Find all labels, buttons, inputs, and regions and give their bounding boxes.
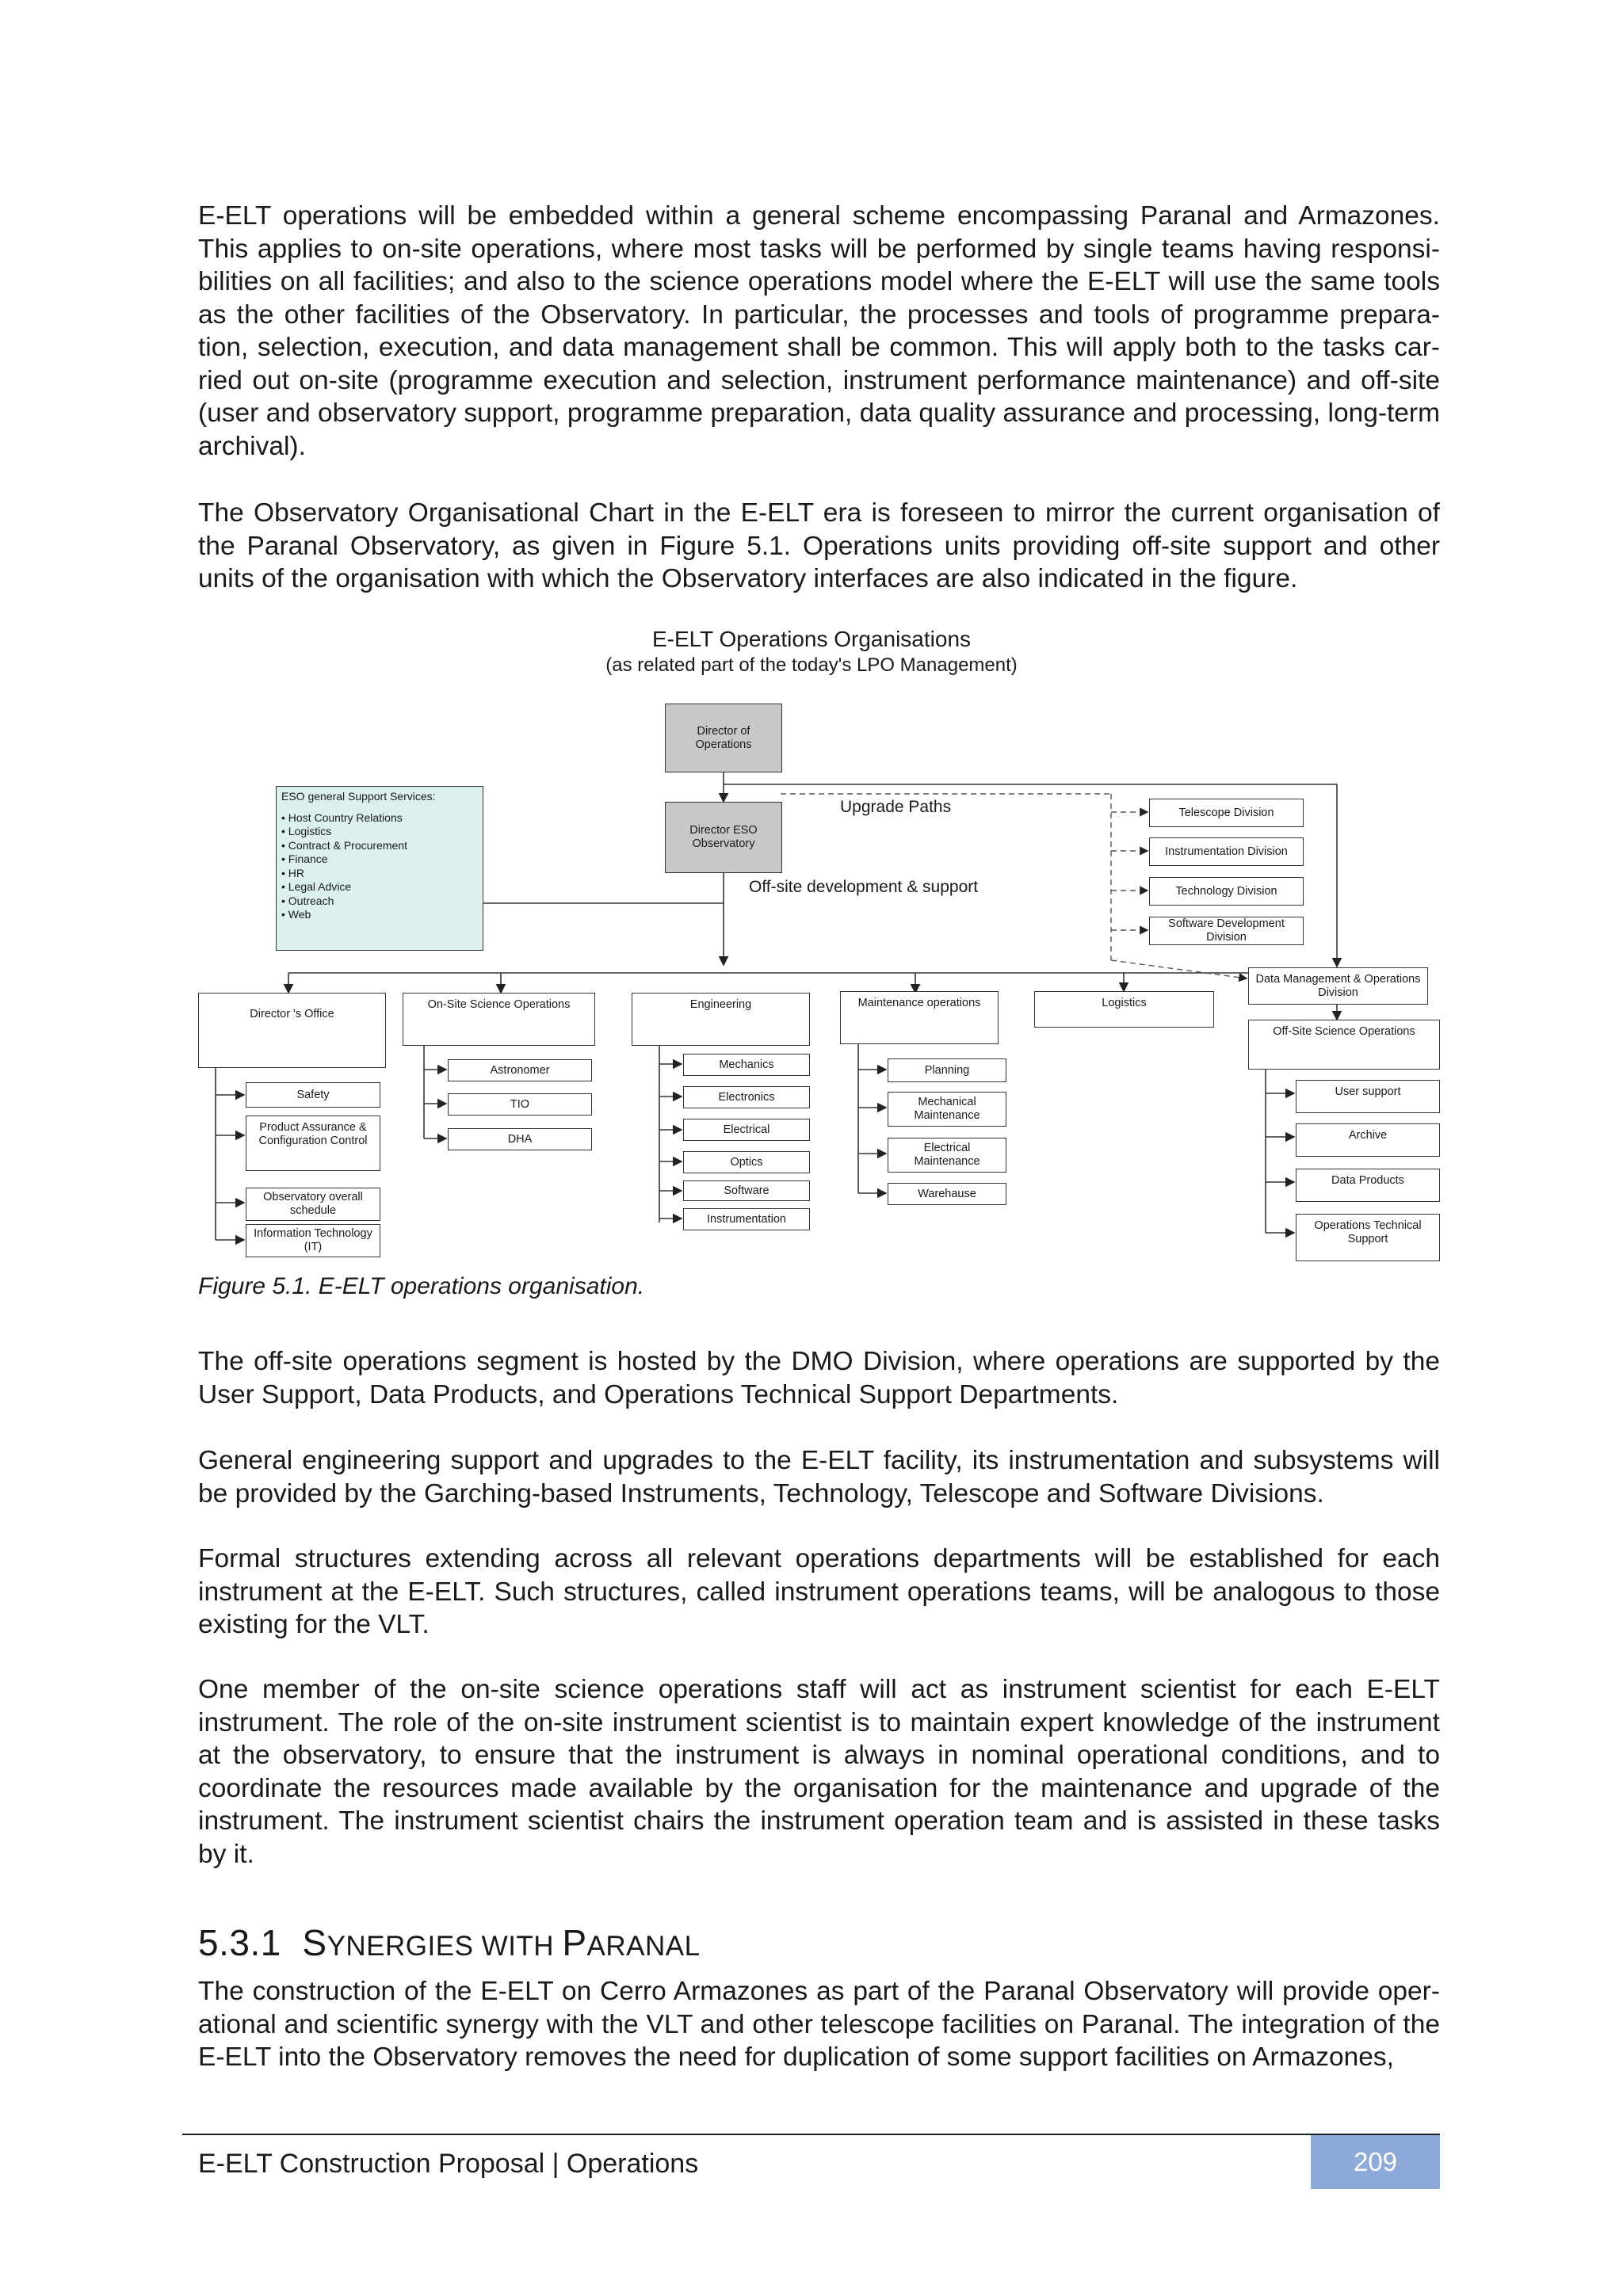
offsite-science-operations-box: Off-Site Science Operations	[1248, 1020, 1440, 1070]
tio-box: TIO	[448, 1093, 592, 1116]
technology-division-box: Technology Division	[1149, 877, 1304, 906]
service-item: • Host Country Relations	[281, 810, 403, 824]
section-title-small: ARANAL	[586, 1931, 701, 1962]
instrument-teams-paragraph: Formal structures extending across all relevant operations departments will be established for each instrument at the E-ELT. Such structures, called instrument operations teams, will be analogous to those existing for the VLT.	[198, 1544, 1440, 1639]
mechanics-box: Mechanics	[683, 1054, 810, 1076]
service-item: • Contract & Procurement	[281, 838, 407, 852]
telescope-division-box: Telescope Division	[1149, 799, 1304, 827]
eso-support-services-box	[276, 786, 483, 951]
service-item: • Finance	[281, 852, 328, 865]
astronomer-box: Astronomer	[448, 1059, 592, 1081]
services-title: ESO general Support Services:	[281, 790, 436, 803]
section-title-small: YNERGIES WITH	[327, 1931, 563, 1962]
onsite-science-operations-box: On-Site Science Operations	[403, 993, 595, 1046]
directors-office-box: Director 's Office	[198, 993, 386, 1068]
footer-title: E-ELT Construction Proposal | Operations	[198, 2149, 699, 2179]
service-item: • Legal Advice	[281, 880, 352, 893]
service-item: • Web	[281, 908, 311, 921]
director-of-operations-box: Director of Operations	[665, 704, 782, 772]
figure-subtitle: (as related part of the today's LPO Management)	[605, 654, 1018, 676]
software-development-division-box: Software Development Division	[1149, 917, 1304, 945]
figure-title: E-ELT Operations Organisations	[651, 627, 972, 651]
electrical-maintenance-box: Electrical Maintenance	[888, 1138, 1006, 1173]
org-chart-paragraph: The Observatory Organisational Chart in the E-ELT era is foreseen to mirror the current organisation of the Paranal Observatory, as given in Figure 5.1. Operations units providing off-site support and other units of the organisation with which the Observatory interfaces are also indicated in the figure.	[198, 498, 1440, 593]
archive-box: Archive	[1296, 1123, 1440, 1157]
dha-box: DHA	[448, 1128, 592, 1150]
dmo-paragraph: The off-site operations segment is hosted by the DMO Division, where operations are supported by the User Support, Data Products, and Operations Technical Support Departments.	[198, 1347, 1440, 1409]
planning-box: Planning	[888, 1058, 1006, 1082]
software-box: Software	[683, 1180, 810, 1201]
product-assurance-box: Product Assurance & Configuration Control	[246, 1116, 380, 1171]
service-item: • HR	[281, 866, 305, 879]
figure-caption: Figure 5.1. E-ELT operations organisation.	[198, 1273, 645, 1299]
section-number: 5.3.1	[198, 1922, 281, 1963]
org-chart	[0, 626, 1623, 1268]
section-heading	[198, 1921, 701, 1964]
mechanical-maintenance-box: Mechanical Maintenance	[888, 1092, 1006, 1127]
engineering-support-paragraph: General engineering support and upgrades to the E-ELT facility, its instrumentation and subsystems will be provided by the Garching-based Instruments, Technology, Telescope and Software Divisions.	[198, 1446, 1440, 1508]
synergies-paragraph: The construction of the E-ELT on Cerro Armazones as part of the Paranal Observatory will provide oper-ational and scientific synergy with the VLT and other telescope facilities on Paranal. The integration of the E-ELT into the Observatory removes the need for duplication of some support facilities on Armazones,	[198, 1977, 1440, 2072]
engineering-box: Engineering	[632, 993, 810, 1046]
instrument-scientist-paragraph: One member of the on-site science operations staff will act as instrument scientist for each E-ELT instrument. The role of the on-site instrument scientist is to maintain expert knowledge of the instrument at the observatory, to ensure that the instrument is always in nominal operational conditions, and to coordinate the resources made available by the organisation for the maintenance and upgrade of the instrument. The instrument scientist chairs the instrument operation team and is assisted in these tasks by it.	[198, 1675, 1440, 1869]
footer-divider	[182, 2134, 1440, 2135]
figure-title-block	[0, 626, 1623, 678]
intro-paragraph: E-ELT operations will be embedded within a general scheme encompassing Paranal and Armazones. This applies to on-site operations, where most tasks will be performed by single teams having responsi-bilities on all facilities; and also to the science operations model where the E-ELT will use the same tools as the other facilities of the Observatory. In particular, the processes and tools of programme prepara-tion, selection, execution, and data management shall be common. This will apply both to the tasks car-ried out on-site (programme execution and selection, instrument performance maintenance) and off-site (user and observatory support, programme preparation, data quality assurance and processing, long-term archival).	[198, 201, 1440, 461]
electrical-box: Electrical	[683, 1119, 810, 1141]
section-title-cap: P	[562, 1922, 587, 1963]
observatory-schedule-box: Observatory overall schedule	[246, 1188, 380, 1221]
dmo-division-box: Data Management & Operations Division	[1248, 967, 1428, 1005]
electronics-box: Electronics	[683, 1086, 810, 1108]
data-products-box: Data Products	[1296, 1169, 1440, 1202]
safety-box: Safety	[246, 1082, 380, 1108]
page-number: 209	[1311, 2135, 1440, 2189]
services-list	[281, 811, 478, 922]
instrumentation-box: Instrumentation	[683, 1208, 810, 1230]
service-item: • Logistics	[281, 825, 332, 837]
service-item: • Outreach	[281, 894, 334, 907]
information-technology-box: Information Technology (IT)	[246, 1224, 380, 1257]
maintenance-operations-box: Maintenance operations	[840, 991, 999, 1044]
logistics-box: Logistics	[1034, 991, 1214, 1028]
operations-technical-support-box: Operations Technical Support	[1296, 1214, 1440, 1261]
instrumentation-division-box: Instrumentation Division	[1149, 837, 1304, 866]
offsite-development-label: Off-site development & support	[749, 878, 979, 896]
section-title-cap: S	[302, 1922, 327, 1963]
optics-box: Optics	[683, 1151, 810, 1173]
user-support-box: User support	[1296, 1080, 1440, 1113]
warehouse-box: Warehause	[888, 1183, 1006, 1205]
upgrade-paths-label: Upgrade Paths	[840, 798, 952, 816]
director-eso-observatory-box: Director ESO Observatory	[665, 802, 782, 873]
